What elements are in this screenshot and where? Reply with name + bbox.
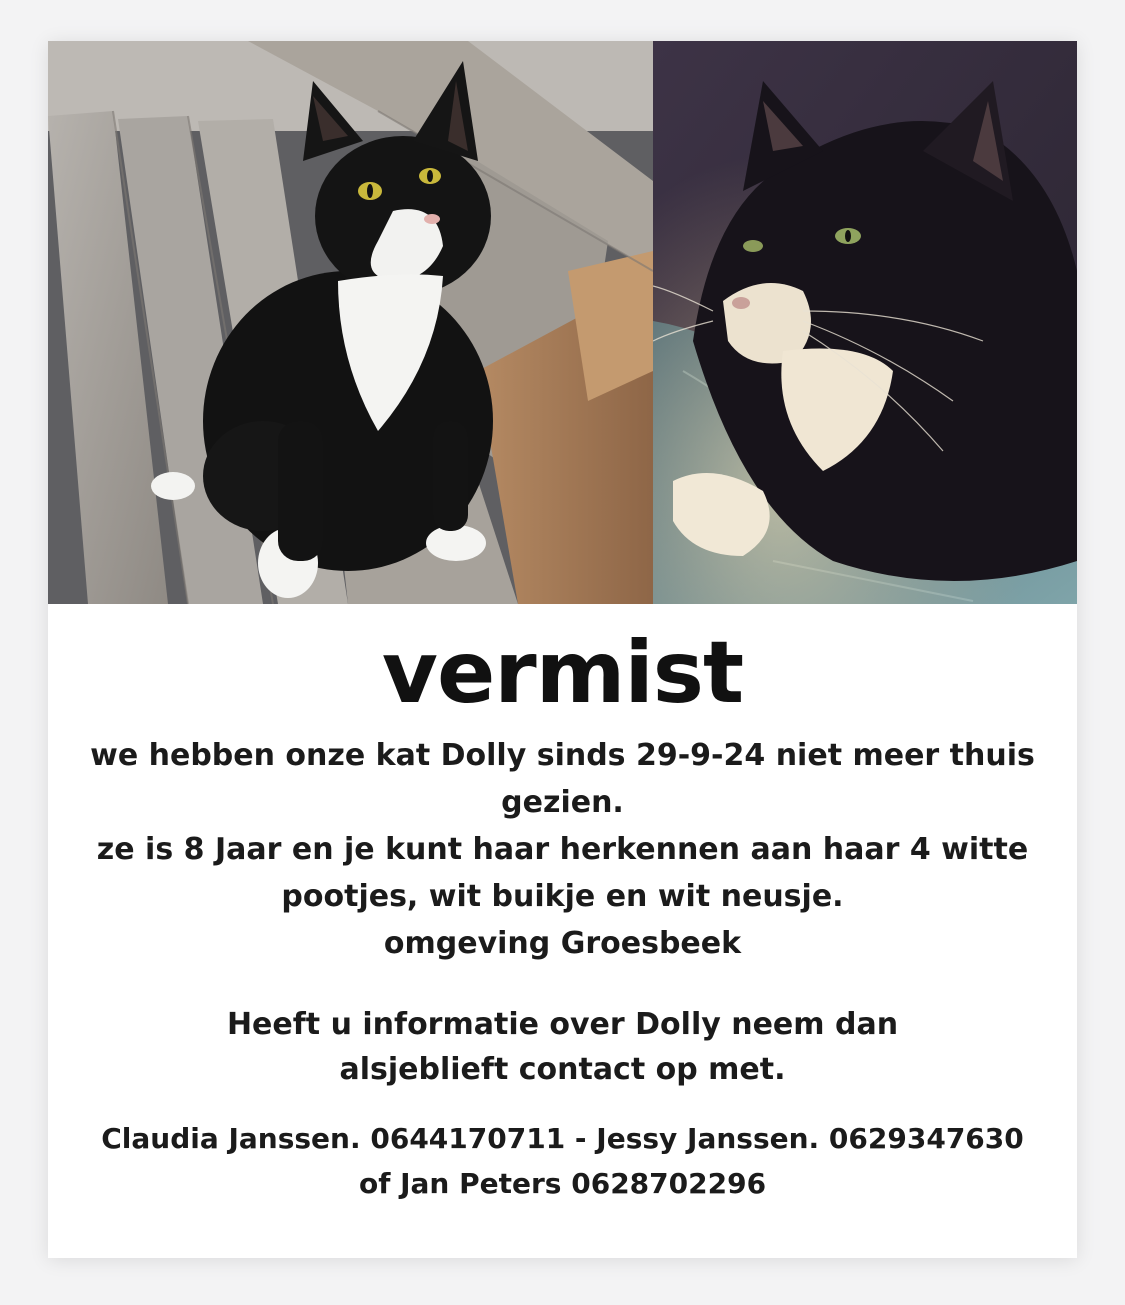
description-line-2: gezien. [501, 785, 624, 820]
request-line-2: alsjeblieft contact op met. [339, 1052, 786, 1087]
contact-line-1: Claudia Janssen. 0644170711 - Jessy Janssen. 0629347630 [101, 1122, 1024, 1155]
photo-row [48, 41, 1077, 604]
cat-photo-indoor-image [653, 41, 1077, 604]
cat-photo-outdoor-image [48, 41, 653, 604]
description [48, 732, 1077, 967]
poster-title: vermist [381, 623, 744, 723]
missing-cat-poster [48, 41, 1077, 1258]
contact-request [48, 1002, 1077, 1092]
contact-details [48, 1116, 1077, 1206]
description-line-1: we hebben onze kat Dolly sinds 29-9-24 niet meer thuis [90, 738, 1035, 773]
description-line-4: pootjes, wit buikje en wit neusje. [281, 879, 844, 914]
description-line-5: omgeving Groesbeek [383, 926, 742, 961]
cat-photo-outdoor [48, 41, 653, 604]
cat-photo-indoor [653, 41, 1077, 604]
description-line-3: ze is 8 Jaar en je kunt haar herkennen aan haar 4 witte [96, 832, 1029, 867]
request-line-1: Heeft u informatie over Dolly neem dan [226, 1007, 899, 1042]
contact-line-2: of Jan Peters 0628702296 [358, 1167, 767, 1200]
